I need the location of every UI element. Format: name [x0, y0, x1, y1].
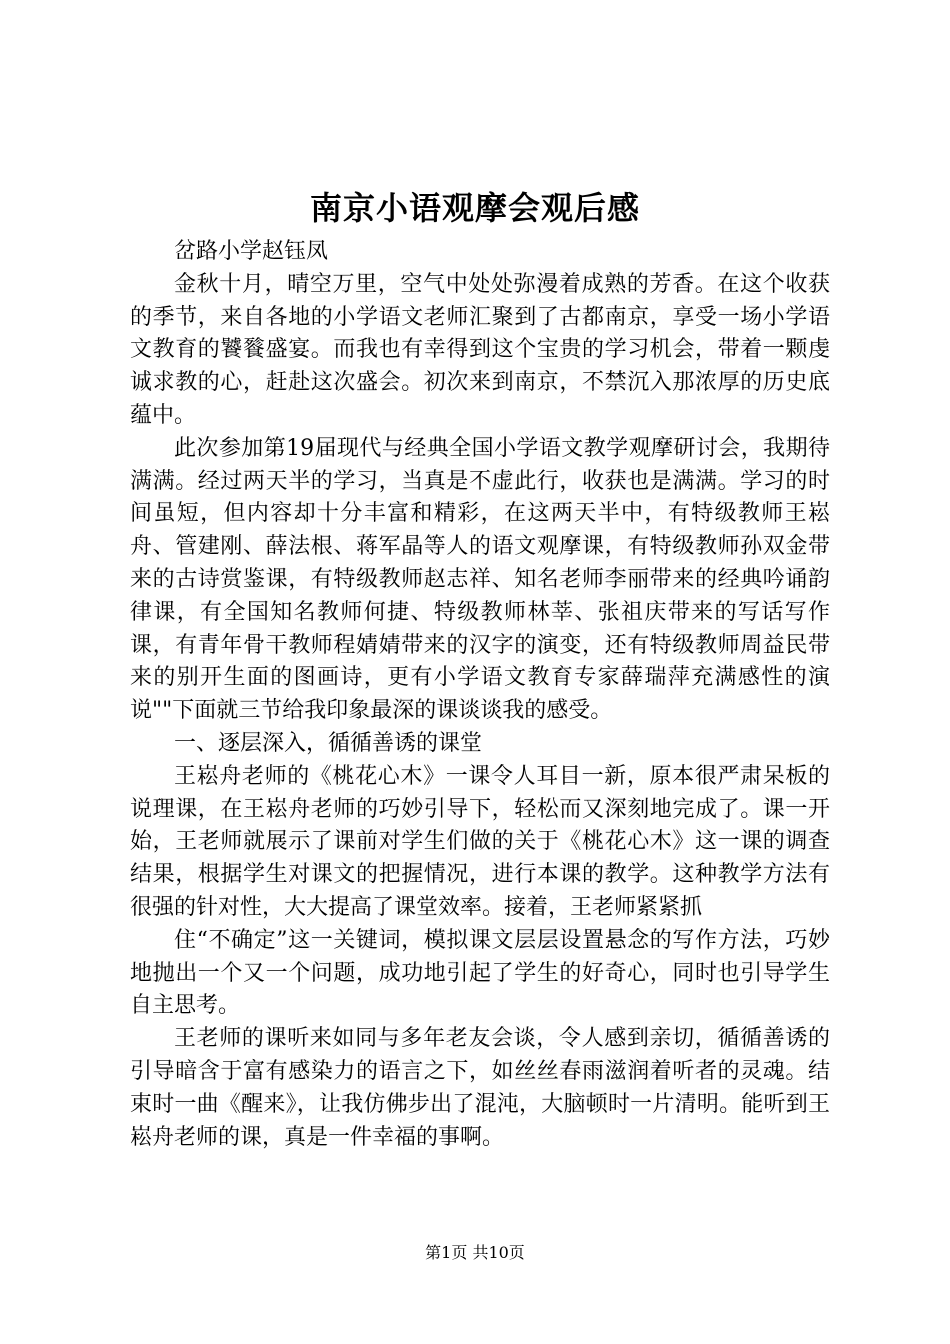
- paragraph: 王崧舟老师的《桃花心木》一课令人耳目一新，原本很严肃呆板的说理课，在王崧舟老师的巧妙引导下，轻松而又深刻地完成了。课一开始，王老师就展示了课前对学生们做的关于《桃花心木》这一课的调查结果，根据学生对课文的把握情况，进行本课的教学。这种教学方法有很强的针对性，大大提高了课堂效率。接着，王老师紧紧抓: [130, 763, 830, 920]
- page-footer: 第1页 共10页: [425, 1243, 525, 1262]
- paragraph: 住“不确定”这一关键词，模拟课文层层设置悬念的写作方法，巧妙地抛出一个又一个问题，成功地引起了学生的好奇心，同时也引导学生自主思考。: [130, 927, 830, 1019]
- document-title: 南京小语观摩会观后感: [309, 189, 640, 227]
- paragraph: 王老师的课听来如同与多年老友会谈，令人感到亲切，循循善诱的引导暗含于富有感染力的语言之下，如丝丝春雨滋润着听者的灵魂。结束时一曲《醒来》，让我仿佛步出了混沌，大脑顿时一片清明。能听到王崧舟老师的课，真是一件幸福的事啊。: [130, 1026, 830, 1150]
- paragraph: 金秋十月，晴空万里，空气中处处弥漫着成熟的芳香。在这个收获的季节，来自各地的小学语文老师汇聚到了古都南京，享受一场小学语文教育的饕餮盛宴。而我也有幸得到这个宝贵的学习机会，带着一颗虔诚求教的心，赶赴这次盛会。初次来到南京，不禁沉入那浓厚的历史底蕴中。: [130, 271, 830, 428]
- paragraph: 此次参加第19届现代与经典全国小学语文教学观摩研讨会，我期待满满。经过两天半的学习，当真是不虚此行，收获也是满满。学习的时间虽短，但内容却十分丰富和精彩，在这两天半中，有特级教师王崧舟、管建刚、薛法根、蒋军晶等人的语文观摩课，有特级教师孙双金带来的古诗赏鉴课，有特级教师赵志祥、知名老师李丽带来的经典吟诵韵律课，有全国知名教师何捷、特级教师林莘、张祖庆带来的写话写作课，有青年骨干教师程婧婧带来的汉字的演变，还有特级教师周益民带来的别开生面的图画诗，更有小学语文教育专家薛瑞萍充满感性的演说""下面就三节给我印象最深的课谈谈我的感受。: [130, 435, 830, 724]
- document-body: [130, 236, 830, 1154]
- section-heading: 一、逐层深入，循循善诱的课堂: [174, 730, 483, 756]
- author-line: 岔路小学赵钰凤: [174, 239, 329, 264]
